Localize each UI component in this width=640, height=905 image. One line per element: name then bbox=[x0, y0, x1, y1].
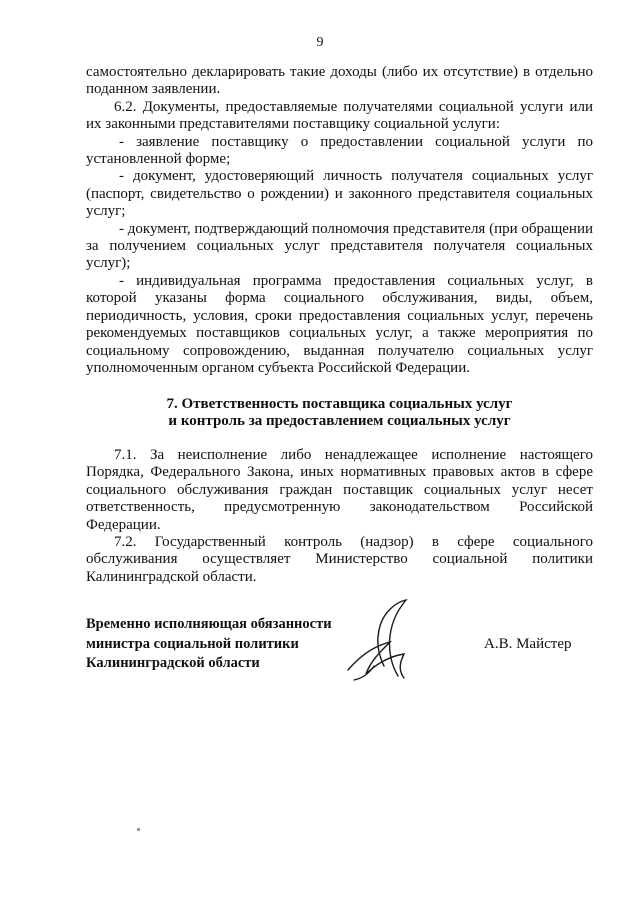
list-item: - индивидуальная программа предоставления социальных услуг, в которой указаны форма социального обслуживания, виды, объем, периодичность, условия, сроки предоставления социальных услуг, перечень рекомендуемых поставщиков социальных услуг, а также мероприятия по социальному сопровождению, выданная получателю социальных услуг уполномоченным органом субъекта Российской Федерации. bbox=[86, 272, 593, 376]
handwritten-signature bbox=[340, 596, 420, 686]
page-number: 9 bbox=[316, 35, 324, 50]
section-6-body bbox=[86, 64, 593, 377]
signer-title-line: министра социальной политики bbox=[86, 635, 299, 652]
heading-line-2: и контроль за предоставлением социальных услуг bbox=[168, 413, 511, 430]
signer-title-line: Калининградской области bbox=[86, 655, 260, 671]
section-7-heading bbox=[86, 396, 593, 431]
signer-title bbox=[86, 615, 332, 674]
continuation-paragraph: самостоятельно декларировать такие доходы (либо их отсутствие) в отдельно поданном заявлении. bbox=[86, 64, 593, 98]
section-7-body bbox=[86, 447, 593, 586]
scan-speck bbox=[137, 828, 140, 831]
list-item: - заявление поставщику о предоставлении социальной услуги по установленной форме; bbox=[86, 133, 593, 168]
item-7-2: 7.2. Государственный контроль (надзор) в сфере социального обслуживания осуществляет Министерство социальной политики Калининградской области. bbox=[86, 534, 593, 585]
list-item: - документ, подтверждающий полномочия представителя (при обращении за получением социальных услуг представителя получателя социальных услуг); bbox=[86, 220, 593, 272]
list-item: - документ, удостоверяющий личность получателя социальных услуг (паспорт, свидетельство о рождении) и законного представителя социальных услуг; bbox=[86, 168, 593, 220]
signer-title-line: Временно исполняющая обязанности bbox=[86, 616, 332, 632]
item-7-1: 7.1. За неисполнение либо ненадлежащее исполнение настоящего Порядка, Федерального Закона, иных нормативных правовых актов в сфере социального обслуживания граждан поставщик социальных услуг несет ответственность, предусмотренную законодательством Российской Федерации. bbox=[86, 447, 593, 533]
heading-line-1: 7. Ответственность поставщика социальных услуг bbox=[166, 396, 513, 412]
signer-name: А.В. Майстер bbox=[484, 636, 572, 652]
item-6-2: 6.2. Документы, предоставляемые получателями социальной услуги или их законными представителями поставщику социальной услуги: bbox=[86, 98, 593, 133]
